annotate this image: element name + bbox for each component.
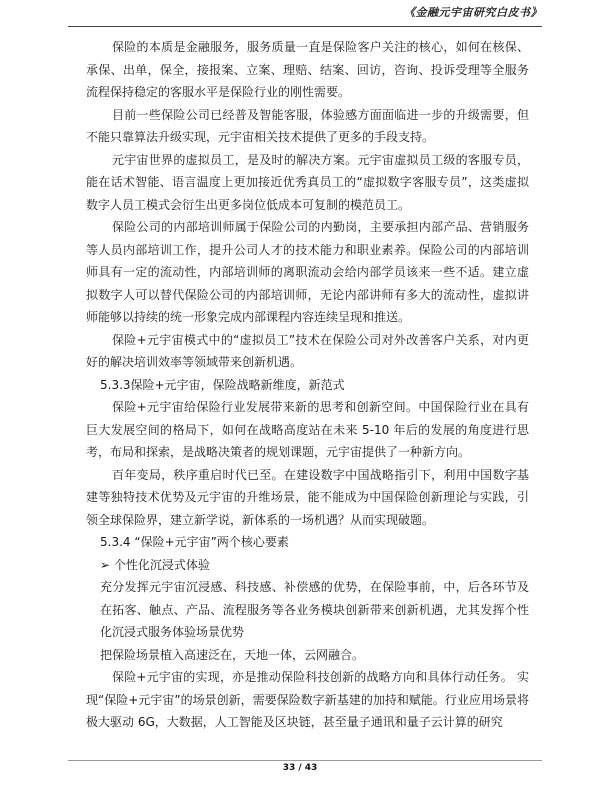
paragraph-fintech-innovation: 保险+元宇宙的实现，亦是推动保险科技创新的战略方向和具体行动任务。 实现“保险+元宇宙”的场景创新，需要保险数字新基建的加持和赋能。行业应用场景将极大驱动 6G，大数据，人工智能及区块链，甚至量子通讯和量子云计算的研究 [86, 670, 529, 729]
paragraph-scenario-integration: 把保险场景植入高速泛在，天地一体，云网融合。 [100, 647, 365, 662]
paragraph-insurance-essence: 保险的本质是金融服务，服务质量一直是保险客户关注的核心，如何在核保、承保、出单，保全，接报案、立案、理赔、结案、回访，咨询、投诉受理等全服务流程保持稳定的客服水平是保险行业的刚性需要。 [86, 40, 529, 99]
paragraph-century-change: 百年变局，秩序重启时代已至。在建设数字中国战略指引下，利用中国数字基建等独特技术优势及元宇宙的升维场景，能不能成为中国保险创新理论与实践，引领全球保险界，建立新学说，新体系的一场机遇？从而实现破题。 [86, 467, 529, 527]
bullet-immersive-experience: ➢ 个性化沉浸式体验 [100, 557, 210, 572]
section-heading-5-3-4: 5.3.4 “保险+元宇宙”两个核心要素 [100, 535, 289, 549]
paragraph-virtual-employee-summary: 保险+元宇宙模式中的“虚拟员工”技术在保险公司对外改善客户关系，对内更好的解决培训效率等领域带来创新机遇。 [86, 332, 529, 369]
document-header-title: 《金融元宇宙研究白皮书》 [404, 6, 542, 19]
paragraph-strategy-thinking: 保险+元宇宙给保险行业发展带来新的思考和创新空间。中国保险行业在具有巨大发展空间的格局下，如何在战略高度站在未来 5-10 年后的发展的角度进行思考，布局和探索，是战略决策者的规划课题，元宇宙提供了一种新方向。 [86, 400, 529, 459]
header-divider [68, 26, 542, 27]
paragraph-smart-customer-service: 目前一些保险公司已经普及智能客服，体验感方面面临进一步的升级需要，但不能只靠算法升级实现，元宇宙相关技术提供了更多的手段支持。 [86, 107, 529, 144]
document-body [86, 36, 529, 734]
footer-divider [68, 760, 542, 761]
paragraph-internal-trainer: 保险公司的内部培训师属于保险公司的内勤岗，主要承担内部产品、营销服务等人员内部培训工作，提升公司人才的技术能力和职业素养。保险公司的内部培训师具有一定的流动性，内部培训师的离职流动会给内部学员该来一些不适。建立虚拟数字人可以替代保险公司的内部培训师，无论内部讲师有多大的流动性，虚拟讲师能够以持续的统一形象完成内部课程内容连续呈现和推送。 [86, 220, 529, 324]
page-number: 33 / 43 [282, 763, 318, 773]
paragraph-virtual-employee: 元宇宙世界的虚拟员工，是及时的解决方案。元宇宙虚拟员工级的客服专员，能在话术智能、语言温度上更加接近优秀真员工的“虚拟数字客服专员”，这类虚拟数字人员工模式会衍生出更多岗位低成本可复制的模范员工。 [86, 152, 529, 212]
section-heading-5-3-3: 5.3.3保险+元宇宙，保险战略新维度，新范式 [100, 377, 345, 392]
paragraph-immersive-advantage: 充分发挥元宇宙沉浸感、科技感、补偿感的优势，在保险事前，中，后各环节及在拓客、触点、产品、流程服务等各业务模块创新带来创新机遇，尤其发挥个性化沉浸式服务体验场景优势 [100, 580, 529, 639]
